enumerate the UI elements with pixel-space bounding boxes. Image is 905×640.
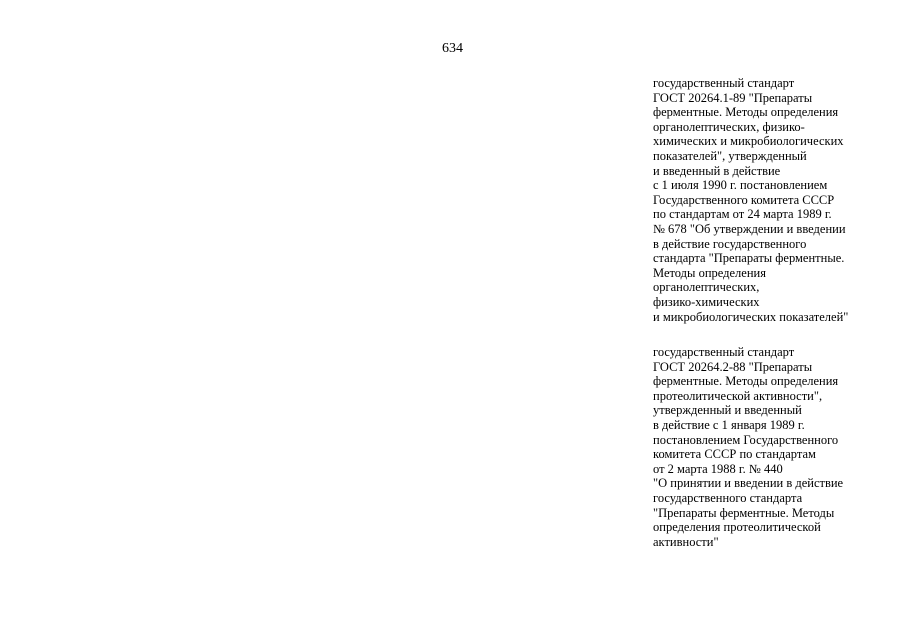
text-line: с 1 июля 1990 г. постановлением xyxy=(653,178,828,193)
text-line: химических и микробиологических xyxy=(653,134,844,149)
text-line: утвержденный и введенный xyxy=(653,403,802,418)
text-line: ГОСТ 20264.2-88 "Препараты xyxy=(653,359,813,374)
text-line: № 678 "Об утверждении и введении xyxy=(653,221,846,236)
text-line: протеолитической активности", xyxy=(653,388,823,403)
text-line: государственный стандарт xyxy=(653,345,795,359)
text-line: ферментные. Методы определения xyxy=(653,105,839,120)
text-line: постановлением Государственного xyxy=(653,432,839,447)
text-line: и микробиологических показателей" xyxy=(653,309,849,324)
text-line: активности" xyxy=(653,534,719,549)
text-line: физико-химических xyxy=(653,294,760,309)
text-line: Государственного комитета СССР xyxy=(653,192,835,207)
text-line: в действие государственного xyxy=(653,236,807,251)
text-line: "Препараты ферментные. Методы xyxy=(653,505,835,520)
text-line: по стандартам от 24 марта 1989 г. xyxy=(653,207,832,222)
text-line: определения протеолитической xyxy=(653,520,821,535)
text-line: от 2 марта 1988 г. № 440 xyxy=(653,461,783,476)
text-line: органолептических, физико- xyxy=(653,119,805,134)
text-line: государственного стандарта xyxy=(653,490,803,505)
text-line: Методы определения xyxy=(653,265,766,280)
text-line: стандарта "Препараты ферментные. xyxy=(653,251,845,266)
text-line: ферментные. Методы определения xyxy=(653,374,839,389)
text-line: в действие с 1 января 1989 г. xyxy=(653,417,805,432)
text-line: государственный стандарт xyxy=(653,76,795,90)
text-line: показателей", утвержденный xyxy=(653,148,807,163)
text-line: комитета СССР по стандартам xyxy=(653,447,816,462)
page-number: 634 xyxy=(442,41,463,56)
text-line: "О принятии и введении в действие xyxy=(653,476,844,491)
document-entry xyxy=(653,76,901,324)
text-line: и введенный в действие xyxy=(653,163,781,178)
text-line: ГОСТ 20264.1-89 "Препараты xyxy=(653,90,813,105)
text-line: органолептических, xyxy=(653,280,760,295)
document-entry xyxy=(653,345,901,549)
